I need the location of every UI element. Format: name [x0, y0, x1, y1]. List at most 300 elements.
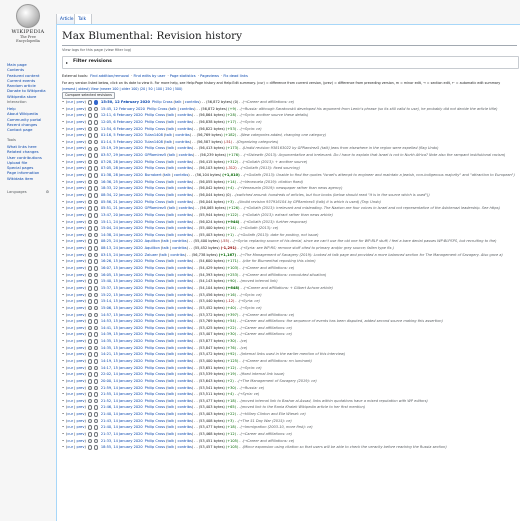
user-contribs-link[interactable]: contribs — [177, 418, 192, 423]
revision-radio-new[interactable] — [94, 279, 99, 284]
cur-link[interactable]: cur — [67, 432, 74, 437]
revision-radio-new[interactable] — [94, 127, 99, 132]
revision-user-link[interactable]: Burrobert — [144, 173, 162, 178]
user-contribs-link[interactable]: contribs — [177, 299, 192, 304]
filter-revisions-box[interactable] — [62, 56, 519, 69]
prev-link[interactable]: prev — [76, 378, 85, 383]
revision-radio-new[interactable] — [94, 200, 99, 205]
sidebar-item-what-links-here[interactable]: What links here — [7, 144, 37, 149]
revision-user-link[interactable]: Philip Cross — [144, 299, 166, 304]
revision-date-link[interactable]: 21:52, 14 January 2020 — [100, 398, 143, 403]
revision-user-link[interactable]: Philip Cross — [144, 312, 166, 317]
user-talk-link[interactable]: talk — [167, 365, 175, 370]
revision-user-link[interactable]: Philip Cross — [144, 159, 166, 164]
user-contribs-link[interactable]: contribs — [177, 345, 192, 350]
revision-radio-new[interactable] — [94, 379, 99, 384]
user-talk-link[interactable]: talk — [167, 385, 175, 390]
revision-radio-old[interactable] — [88, 153, 93, 158]
prev-link[interactable]: prev — [76, 279, 85, 284]
prev-link[interactable]: prev — [76, 438, 85, 443]
revision-radio-old[interactable] — [88, 405, 93, 410]
user-contribs-link[interactable]: contribs — [178, 153, 193, 158]
sidebar-item-recent-changes[interactable]: Recent changes — [7, 121, 38, 127]
revision-date-link[interactable]: 16:36, 25 January 2020 — [100, 179, 143, 184]
user-contribs-link[interactable]: contribs — [177, 325, 192, 330]
revision-user-link[interactable]: Philip Cross — [144, 219, 166, 224]
revision-radio-new[interactable] — [94, 359, 99, 364]
prev-link[interactable]: prev — [76, 392, 85, 397]
revision-user-link[interactable]: Zaluzer — [144, 252, 158, 257]
revision-radio-old[interactable] — [88, 226, 93, 231]
revision-user-link[interactable]: Philip Cross — [144, 392, 166, 397]
cur-link[interactable]: cur — [67, 212, 74, 217]
revision-date-link[interactable]: 15:06, 15 January 2020 — [100, 305, 143, 310]
revision-radio-new[interactable] — [94, 399, 99, 404]
user-contribs-link[interactable]: contribs — [177, 146, 192, 151]
revision-date-link[interactable]: 21:55, 14 January 2020 — [100, 392, 143, 397]
cur-link[interactable]: cur — [67, 299, 74, 304]
cur-link[interactable]: cur — [67, 398, 74, 403]
revision-radio-new[interactable] — [94, 332, 99, 337]
user-talk-link[interactable]: talk — [167, 325, 175, 330]
user-talk-link[interactable]: talk — [167, 312, 175, 317]
sidebar-item-featured[interactable]: Featured content — [7, 72, 40, 78]
cur-link[interactable]: cur — [67, 438, 74, 443]
revision-user-link[interactable]: Philip Cross — [144, 272, 166, 277]
revision-date-link[interactable]: 16:05, 15 January 2020 — [100, 272, 143, 277]
user-contribs-link[interactable]: contribs — [177, 272, 192, 277]
revision-radio-old[interactable] — [88, 186, 93, 191]
user-talk-link[interactable]: talk — [162, 246, 169, 251]
cur-link[interactable]: cur — [67, 425, 74, 430]
cur-link[interactable]: cur — [67, 352, 74, 357]
revision-user-link[interactable]: Philip Cross — [144, 305, 166, 310]
revision-radio-old[interactable] — [88, 359, 93, 364]
revision-date-link[interactable]: 14:53, 15 January 2020 — [100, 319, 143, 324]
cur-link[interactable]: cur — [67, 186, 74, 191]
revision-radio-new[interactable] — [94, 193, 99, 198]
user-talk-link[interactable]: talk — [167, 352, 175, 357]
revision-date-link[interactable]: 14:41, 15 January 2020 — [100, 325, 143, 330]
user-talk-link[interactable]: talk — [167, 219, 175, 224]
cur-link[interactable]: cur — [67, 239, 74, 244]
user-contribs-link[interactable]: contribs — [184, 100, 200, 104]
user-talk-link[interactable]: talk — [167, 259, 175, 264]
user-contribs-link[interactable]: contribs — [177, 339, 192, 344]
revision-radio-new[interactable] — [94, 339, 99, 344]
wikipedia-logo[interactable] — [8, 4, 48, 43]
prev-link[interactable]: prev — [76, 325, 85, 330]
cur-link[interactable]: cur — [67, 279, 74, 284]
revision-radio-new[interactable] — [94, 386, 99, 391]
revision-date-link[interactable]: 14:17, 15 January 2020 — [100, 365, 143, 370]
user-contribs-link[interactable]: contribs — [177, 378, 192, 383]
user-contribs-link[interactable]: contribs — [177, 113, 192, 118]
revision-user-link[interactable]: Philip Cross — [144, 405, 166, 410]
revision-radio-old[interactable] — [88, 239, 93, 244]
user-contribs-link[interactable]: contribs — [177, 186, 192, 191]
user-contribs-link[interactable]: contribs — [177, 232, 192, 237]
user-contribs-link[interactable]: contribs — [177, 285, 192, 290]
revision-radio-new[interactable] — [94, 100, 99, 105]
user-talk-link[interactable]: talk — [167, 378, 175, 383]
user-talk-link[interactable]: talk — [167, 166, 175, 171]
revision-radio-old[interactable] — [88, 332, 93, 337]
user-contribs-link[interactable]: contribs — [177, 159, 192, 164]
revision-radio-old[interactable] — [88, 133, 93, 138]
user-talk-link[interactable]: talk — [168, 206, 176, 211]
revision-user-link[interactable]: Philip Cross — [144, 179, 166, 184]
prev-link[interactable]: prev — [76, 166, 85, 171]
revision-radio-new[interactable] — [94, 166, 99, 171]
revision-date-link[interactable]: 15:04, 24 January 2020 — [100, 226, 143, 231]
prev-link[interactable]: prev — [76, 299, 85, 304]
user-contribs-link[interactable]: contribs — [177, 219, 192, 224]
user-contribs-link[interactable]: contribs — [177, 266, 192, 271]
prev-link[interactable]: prev — [76, 192, 85, 197]
user-talk-link[interactable]: talk — [167, 319, 175, 324]
user-contribs-link[interactable]: contribs — [173, 173, 189, 178]
user-contribs-link[interactable]: contribs — [177, 332, 192, 337]
revision-user-link[interactable]: Aquillion — [144, 239, 160, 244]
revision-user-link[interactable]: Philip Cross — [144, 425, 166, 430]
revision-radio-old[interactable] — [88, 445, 93, 450]
revision-user-link[interactable]: Philip Cross — [144, 285, 166, 290]
revision-date-link[interactable]: 05:51, 21 January 2020 — [100, 206, 143, 211]
revision-radio-old[interactable] — [88, 173, 93, 178]
user-talk-link[interactable]: talk — [167, 179, 175, 184]
cur-link[interactable]: cur — [67, 206, 74, 211]
revision-radio-new[interactable] — [94, 173, 99, 178]
user-talk-link[interactable]: talk — [167, 405, 175, 410]
revision-radio-new[interactable] — [94, 299, 99, 304]
sidebar-item-current-events[interactable]: Current events — [7, 77, 36, 83]
prev-link[interactable]: prev — [76, 246, 85, 251]
sidebar-item-random[interactable]: Random article — [7, 83, 36, 89]
prev-link[interactable]: prev — [76, 418, 85, 423]
revision-radio-new[interactable] — [94, 140, 99, 145]
revision-radio-new[interactable] — [94, 432, 99, 437]
cur-link[interactable]: cur — [67, 199, 74, 204]
revision-date-link[interactable]: 21:40, 14 January 2020 — [100, 425, 143, 430]
prev-link[interactable]: prev — [76, 232, 85, 237]
revision-radio-old[interactable] — [88, 259, 93, 264]
revision-date-link[interactable]: 14:39, 15 January 2020 — [100, 332, 143, 337]
revision-radio-new[interactable] — [94, 293, 99, 298]
user-contribs-link[interactable]: contribs — [177, 398, 192, 403]
user-talk-link[interactable]: talk — [168, 153, 176, 158]
revision-radio-new[interactable] — [94, 180, 99, 185]
revision-radio-old[interactable] — [88, 352, 93, 357]
revision-user-link[interactable]: Philip Cross — [144, 279, 166, 284]
cur-link[interactable]: cur — [67, 392, 74, 397]
revision-user-link[interactable]: GPRamirez5 — [144, 206, 167, 211]
prev-link[interactable]: prev — [76, 113, 85, 118]
revision-user-link[interactable]: Philip Cross — [144, 232, 166, 237]
revision-radio-old[interactable] — [88, 279, 93, 284]
revision-date-link[interactable]: 13:47, 20 January 2020 — [100, 212, 143, 217]
revision-user-link[interactable]: Tulan1408 — [144, 133, 163, 138]
revision-radio-new[interactable] — [94, 246, 99, 251]
cur-link[interactable]: cur — [67, 305, 74, 310]
prev-link[interactable]: prev — [76, 252, 85, 257]
revision-date-link[interactable]: 05:56, 21 January 2020 — [100, 199, 143, 204]
revision-date-link[interactable]: 21:46, 14 January 2020 — [100, 405, 143, 410]
revision-user-link[interactable]: Philip Cross — [144, 378, 166, 383]
user-talk-link[interactable]: talk — [167, 199, 175, 204]
revision-radio-old[interactable] — [88, 339, 93, 344]
prev-link[interactable]: prev — [76, 239, 85, 244]
cur-link[interactable]: cur — [67, 372, 74, 377]
revision-date-link[interactable]: 15:19, 29 January 2020 — [100, 146, 143, 151]
revision-date-link[interactable]: 18:55, 14 January 2020 — [100, 445, 143, 450]
user-talk-link[interactable]: talk — [167, 299, 175, 304]
user-contribs-link[interactable]: contribs — [175, 133, 190, 138]
cur-link[interactable]: cur — [67, 166, 74, 171]
revision-date-link[interactable]: 07:28, 28 January 2020 — [100, 159, 143, 164]
user-contribs-link[interactable]: contribs — [177, 319, 192, 324]
user-contribs-link[interactable]: contribs — [177, 425, 192, 430]
revision-radio-new[interactable] — [94, 352, 99, 357]
prev-link[interactable]: prev — [76, 352, 85, 357]
revision-user-link[interactable]: Philip Cross — [144, 345, 166, 350]
cur-link[interactable]: cur — [67, 378, 74, 383]
revision-radio-new[interactable] — [94, 213, 99, 218]
prev-link[interactable]: prev — [76, 159, 85, 164]
revision-date-link[interactable]: 01:16, 5 February 2020 — [100, 133, 143, 138]
revision-user-link[interactable]: Philip Cross — [144, 358, 166, 363]
revision-date-link[interactable]: 08:34, 22 January 2020 — [100, 192, 143, 197]
prev-link[interactable]: prev — [76, 206, 85, 211]
cur-link[interactable]: cur — [67, 232, 74, 237]
sidebar-item-store[interactable]: Wikipedia store — [7, 93, 37, 99]
prev-link[interactable]: prev — [76, 179, 85, 184]
user-talk-link[interactable]: talk — [167, 146, 175, 151]
revision-radio-old[interactable] — [88, 100, 93, 105]
revision-date-link[interactable]: 14:57, 15 January 2020 — [100, 312, 143, 317]
prev-link[interactable]: prev — [76, 358, 85, 363]
prev-link[interactable]: prev — [76, 372, 85, 377]
cur-link[interactable]: cur — [67, 159, 74, 164]
user-contribs-link[interactable]: contribs — [170, 252, 185, 257]
revision-date-link[interactable]: 12:05, 6 February 2020 — [100, 119, 143, 124]
revision-radio-new[interactable] — [94, 253, 99, 258]
revision-user-link[interactable]: Philip Cross — [144, 398, 166, 403]
revision-date-link[interactable]: 14:38, 24 January 2020 — [100, 232, 143, 237]
revision-date-link[interactable]: 01:38, 28 January 2020 — [100, 173, 143, 178]
user-contribs-link[interactable]: contribs — [177, 432, 192, 437]
compare-revisions-button[interactable]: Compare selected revisions — [62, 92, 115, 99]
revision-user-link[interactable]: Philip Cross — [144, 212, 166, 217]
prev-link[interactable]: prev — [76, 100, 85, 104]
revision-radio-old[interactable] — [88, 419, 93, 424]
revision-radio-old[interactable] — [88, 372, 93, 377]
revision-user-link[interactable]: Philip Cross — [144, 319, 166, 324]
cur-link[interactable]: cur — [67, 405, 74, 410]
revision-radio-new[interactable] — [94, 439, 99, 444]
revision-date-link[interactable]: 14:35, 15 January 2020 — [100, 339, 143, 344]
revision-radio-new[interactable] — [94, 319, 99, 324]
revision-date-link[interactable]: 20:00, 14 January 2020 — [100, 378, 143, 383]
cur-link[interactable]: cur — [67, 219, 74, 224]
revision-user-link[interactable]: Philip Cross — [144, 445, 166, 450]
user-contribs-link[interactable]: contribs — [177, 352, 192, 357]
sidebar-item-special-pages[interactable]: Special pages — [7, 165, 34, 171]
prev-link[interactable]: prev — [76, 219, 85, 224]
revision-date-link[interactable]: 16:26, 15 January 2020 — [100, 259, 143, 264]
revision-date-link[interactable]: 08:13, 24 January 2020 — [100, 246, 143, 251]
user-contribs-link[interactable]: contribs — [177, 412, 192, 417]
user-talk-link[interactable]: talk — [174, 100, 182, 104]
user-contribs-link[interactable]: contribs — [177, 212, 192, 217]
user-contribs-link[interactable]: contribs — [177, 385, 192, 390]
tab-article[interactable]: Article — [56, 14, 77, 24]
user-talk-link[interactable]: talk — [167, 372, 175, 377]
cur-link[interactable]: cur — [67, 113, 74, 118]
user-contribs-link[interactable]: contribs — [177, 405, 192, 410]
user-talk-link[interactable]: talk — [167, 418, 175, 423]
filter-revisions-label[interactable]: Filter revisions — [73, 59, 112, 64]
cur-link[interactable]: cur — [67, 246, 74, 251]
user-talk-link[interactable]: talk — [167, 345, 175, 350]
user-talk-link[interactable]: talk — [167, 186, 175, 191]
revision-date-link[interactable]: 11:54, 6 February 2020 — [100, 126, 143, 131]
revision-radio-new[interactable] — [94, 392, 99, 397]
revision-date-link[interactable]: 15:37, 15 January 2020 — [100, 285, 143, 290]
revision-date-link[interactable]: 12:11, 6 February 2020 — [100, 113, 143, 118]
cur-link[interactable]: cur — [67, 153, 74, 158]
user-talk-link[interactable]: talk — [167, 305, 175, 310]
revision-date-link[interactable]: 21:40, 14 January 2020 — [100, 412, 143, 417]
user-talk-link[interactable]: talk — [165, 133, 172, 138]
cur-link[interactable]: cur — [67, 319, 74, 324]
user-talk-link[interactable]: talk — [167, 332, 175, 337]
prev-link[interactable]: prev — [76, 345, 85, 350]
revision-radio-old[interactable] — [88, 140, 93, 145]
revision-radio-new[interactable] — [94, 346, 99, 351]
prev-link[interactable]: prev — [76, 173, 85, 178]
user-contribs-link[interactable]: contribs — [177, 372, 192, 377]
cur-link[interactable]: cur — [67, 332, 74, 337]
cur-link[interactable]: cur — [67, 179, 74, 184]
revision-radio-old[interactable] — [88, 392, 93, 397]
revision-radio-old[interactable] — [88, 200, 93, 205]
user-contribs-link[interactable]: contribs — [177, 312, 192, 317]
user-contribs-link[interactable]: contribs — [177, 119, 192, 124]
revision-date-link[interactable]: 03:57, 29 January 2020 — [100, 153, 143, 158]
user-contribs-link[interactable]: contribs — [177, 179, 192, 184]
revision-date-link[interactable]: 21:37, 14 January 2020 — [100, 432, 143, 437]
cur-link[interactable]: cur — [67, 226, 74, 231]
prev-link[interactable]: prev — [76, 398, 85, 403]
revision-radio-new[interactable] — [94, 120, 99, 125]
user-contribs-link[interactable]: contribs — [177, 305, 192, 310]
cur-link[interactable]: cur — [67, 445, 74, 450]
revision-radio-old[interactable] — [88, 113, 93, 118]
revision-radio-old[interactable] — [88, 366, 93, 371]
revision-radio-old[interactable] — [88, 213, 93, 218]
revision-radio-new[interactable] — [94, 445, 99, 450]
user-contribs-link[interactable]: contribs — [179, 106, 195, 111]
cur-link[interactable]: cur — [67, 106, 74, 111]
cur-link[interactable]: cur — [67, 345, 74, 350]
user-talk-link[interactable]: talk — [167, 339, 175, 344]
cur-link[interactable]: cur — [67, 285, 74, 290]
revision-radio-old[interactable] — [88, 180, 93, 185]
revision-user-link[interactable]: Tulan1408 — [144, 139, 163, 144]
revision-user-link[interactable]: Philip Cross — [144, 113, 166, 118]
revision-radio-new[interactable] — [94, 233, 99, 238]
revision-user-link[interactable]: Philip Cross — [144, 266, 166, 271]
revision-user-link[interactable]: Philip Cross — [144, 432, 166, 437]
prev-link[interactable]: prev — [76, 445, 85, 450]
cur-link[interactable]: cur — [67, 385, 74, 390]
tool-find-edits-by-user[interactable]: Find edits by user — [133, 74, 166, 78]
user-talk-link[interactable]: talk — [167, 445, 175, 450]
revision-date-link[interactable]: 15:50, 12 February 2020 — [100, 100, 150, 104]
revision-radio-old[interactable] — [88, 439, 93, 444]
revision-radio-old[interactable] — [88, 120, 93, 125]
revision-date-link[interactable]: 16:07, 15 January 2020 — [100, 266, 143, 271]
sidebar-item-donate[interactable]: Donate to Wikipedia — [7, 88, 46, 94]
revision-radio-new[interactable] — [94, 412, 99, 417]
revision-user-link[interactable]: Philip Cross — [144, 325, 166, 330]
user-contribs-link[interactable]: contribs — [177, 199, 192, 204]
user-talk-link[interactable]: talk — [167, 279, 175, 284]
user-contribs-link[interactable]: contribs — [177, 365, 192, 370]
user-contribs-link[interactable]: contribs — [175, 139, 190, 144]
revision-date-link[interactable]: 08:25, 24 January 2020 — [100, 239, 143, 244]
revision-date-link[interactable]: 21:59, 14 January 2020 — [100, 385, 143, 390]
sidebar-item-related-changes[interactable]: Related changes — [7, 149, 39, 155]
revision-user-link[interactable]: Philip Cross — [144, 438, 166, 443]
revision-radio-new[interactable] — [94, 273, 99, 278]
user-contribs-link[interactable]: contribs — [177, 226, 192, 231]
user-contribs-link[interactable]: contribs — [178, 206, 193, 211]
tool-fix-dead-links[interactable]: Fix dead links — [223, 74, 248, 78]
revision-user-link[interactable]: Philip Cross — [144, 146, 166, 151]
sidebar-item-wikidata[interactable]: Wikidata item — [7, 175, 34, 181]
revision-radio-new[interactable] — [94, 286, 99, 291]
user-talk-link[interactable]: talk — [169, 106, 177, 111]
revision-radio-new[interactable] — [94, 259, 99, 264]
revision-radio-old[interactable] — [88, 293, 93, 298]
user-talk-link[interactable]: talk — [167, 358, 175, 363]
user-talk-link[interactable]: talk — [165, 139, 172, 144]
cur-link[interactable]: cur — [67, 325, 74, 330]
revision-date-link[interactable]: 22:02, 14 January 2020 — [100, 372, 143, 377]
revision-user-link[interactable]: Philip Cross — [144, 119, 166, 124]
cur-link[interactable]: cur — [67, 133, 74, 138]
revision-user-link[interactable]: Philip Cross — [144, 339, 166, 344]
sidebar-item-contact[interactable]: Contact page — [7, 127, 33, 133]
user-talk-link[interactable]: talk — [167, 432, 175, 437]
cur-link[interactable]: cur — [67, 418, 74, 423]
prev-link[interactable]: prev — [76, 405, 85, 410]
revision-date-link[interactable]: 15:14, 15 January 2020 — [100, 299, 143, 304]
revision-date-link[interactable]: 21:33, 14 January 2020 — [100, 438, 143, 443]
revision-date-link[interactable]: 14:19, 15 January 2020 — [100, 358, 143, 363]
revision-radio-new[interactable] — [94, 405, 99, 410]
revision-radio-old[interactable] — [88, 220, 93, 225]
revision-radio-old[interactable] — [88, 206, 93, 211]
revision-user-link[interactable]: Philip Cross — [144, 365, 166, 370]
cur-link[interactable]: cur — [67, 365, 74, 370]
cur-link[interactable]: cur — [67, 358, 74, 363]
prev-link[interactable]: prev — [76, 425, 85, 430]
prev-link[interactable]: prev — [76, 339, 85, 344]
revision-date-link[interactable]: 01:14, 5 February 2020 — [100, 139, 143, 144]
